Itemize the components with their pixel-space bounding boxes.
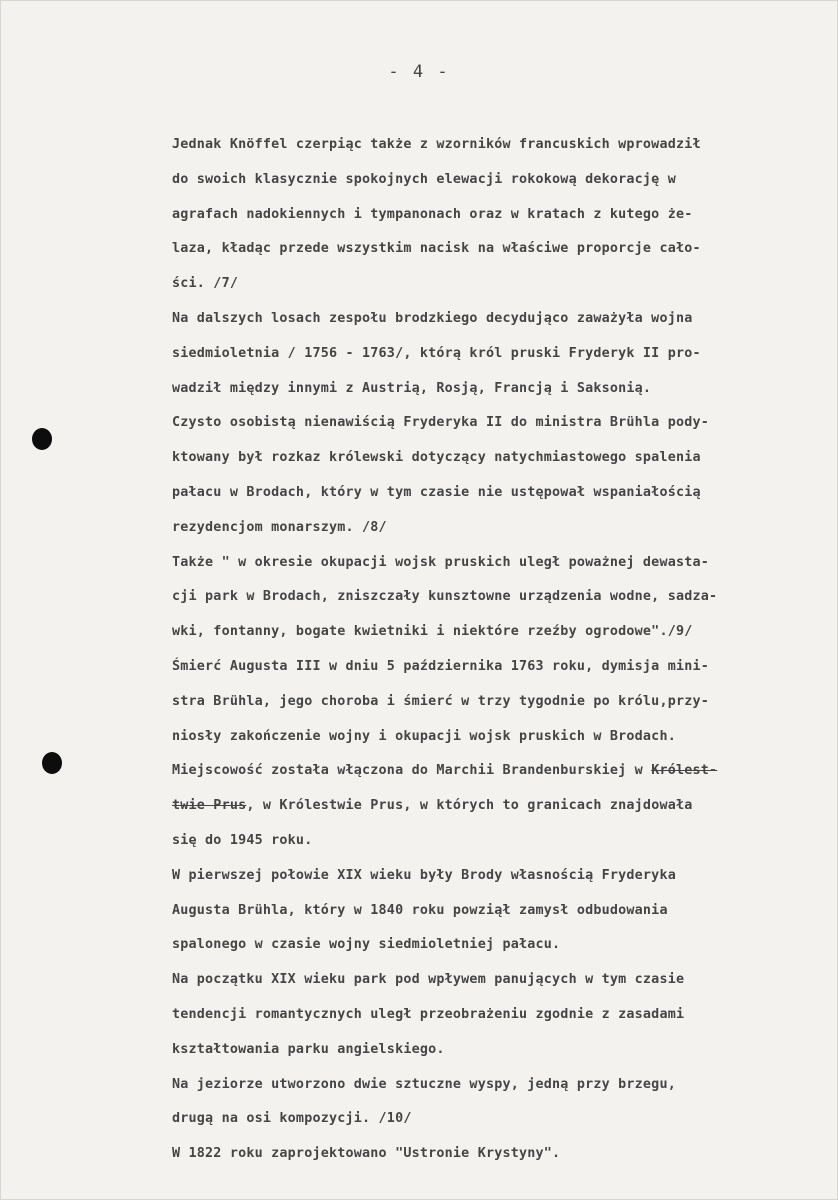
text-line: Czysto osobistą nienawiścią Fryderyka II do ministra Brühla pody- — [172, 415, 710, 431]
punch-hole-bottom — [42, 752, 62, 774]
text-line: ści. /7/ — [172, 276, 239, 292]
text-line: ktowany był rozkaz królewski dotyczący natychmiastowego spalenia — [172, 450, 701, 466]
text-line: siedmioletnia / 1756 - 1763/, którą król pruski Fryderyk II pro- — [172, 345, 701, 361]
text-line: tendencji romantycznych uległ przeobrażeniu zgodnie z zasadami — [172, 1006, 685, 1022]
text-line: kształtowania parku angielskiego. — [172, 1041, 445, 1057]
text-line: W pierwszej połowie XIX wieku były Brody własnością Fryderyka — [172, 867, 676, 883]
text-segment: Miejscowość została włączona do Marchii Brandenburskiej w — [172, 763, 652, 779]
struck-text: twie Prus — [172, 798, 247, 814]
text-line: pałacu w Brodach, który w tym czasie nie ustępował wspaniałością — [172, 484, 701, 500]
text-line: Śmierć Augusta III w dniu 5 października 1763 roku, dymisja mini- — [172, 658, 710, 674]
punch-hole-top — [32, 428, 52, 450]
text-line: Na dalszych losach zespołu brodzkiego decydująco zaważyła wojna — [172, 310, 693, 326]
text-line: W 1822 roku zaprojektowano "Ustronie Krystyny". — [172, 1146, 561, 1162]
text-line — [172, 754, 822, 789]
struck-text: Królest- — [651, 763, 718, 779]
text-line: Na początku XIX wieku park pod wpływem panujących w tym czasie — [172, 972, 685, 988]
text-line: Augusta Brühla, który w 1840 roku powziął zamysł odbudowania — [172, 902, 668, 918]
text-line — [172, 789, 822, 824]
text-line: agrafach nadokiennych i tympanonach oraz w kratach z kutego że- — [172, 206, 693, 222]
text-segment: , w Królestwie Prus, w których to granicach znajdowała — [246, 798, 693, 814]
text-line: rezydencjom monarszym. /8/ — [172, 519, 387, 535]
text-line: Także " w okresie okupacji wojsk pruskich uległ poważnej dewasta- — [172, 554, 710, 570]
text-line: cji park w Brodach, zniszczały kunsztowne urządzenia wodne, sadza- — [172, 589, 718, 605]
text-line: wadził między innymi z Austrią, Rosją, Francją i Saksonią. — [172, 380, 652, 396]
text-line: do swoich klasycznie spokojnych elewacji rokokową dekorację w — [172, 171, 676, 187]
text-line: Na jeziorze utworzono dwie sztuczne wyspy, jedną przy brzegu, — [172, 1076, 676, 1092]
page-number: - 4 - — [388, 62, 450, 82]
text-line: się do 1945 roku. — [172, 832, 313, 848]
text-line: drugą na osi kompozycji. /10/ — [172, 1111, 412, 1127]
text-line: stra Brühla, jego choroba i śmierć w trzy tygodnie po królu,przy- — [172, 693, 710, 709]
text-line: Jednak Knöffel czerpiąc także z wzorników francuskich wprowadził — [172, 137, 701, 152]
text-line: laza, kładąc przede wszystkim nacisk na właściwe proporcje cało- — [172, 241, 701, 257]
text-line: wki, fontanny, bogate kwietniki i niektóre rzeźby ogrodowe"./9/ — [172, 624, 693, 640]
body-text — [172, 128, 822, 1172]
text-line: spalonego w czasie wojny siedmioletniej pałacu. — [172, 937, 561, 953]
text-line: niosły zakończenie wojny i okupacji wojsk pruskich w Brodach. — [172, 728, 676, 744]
